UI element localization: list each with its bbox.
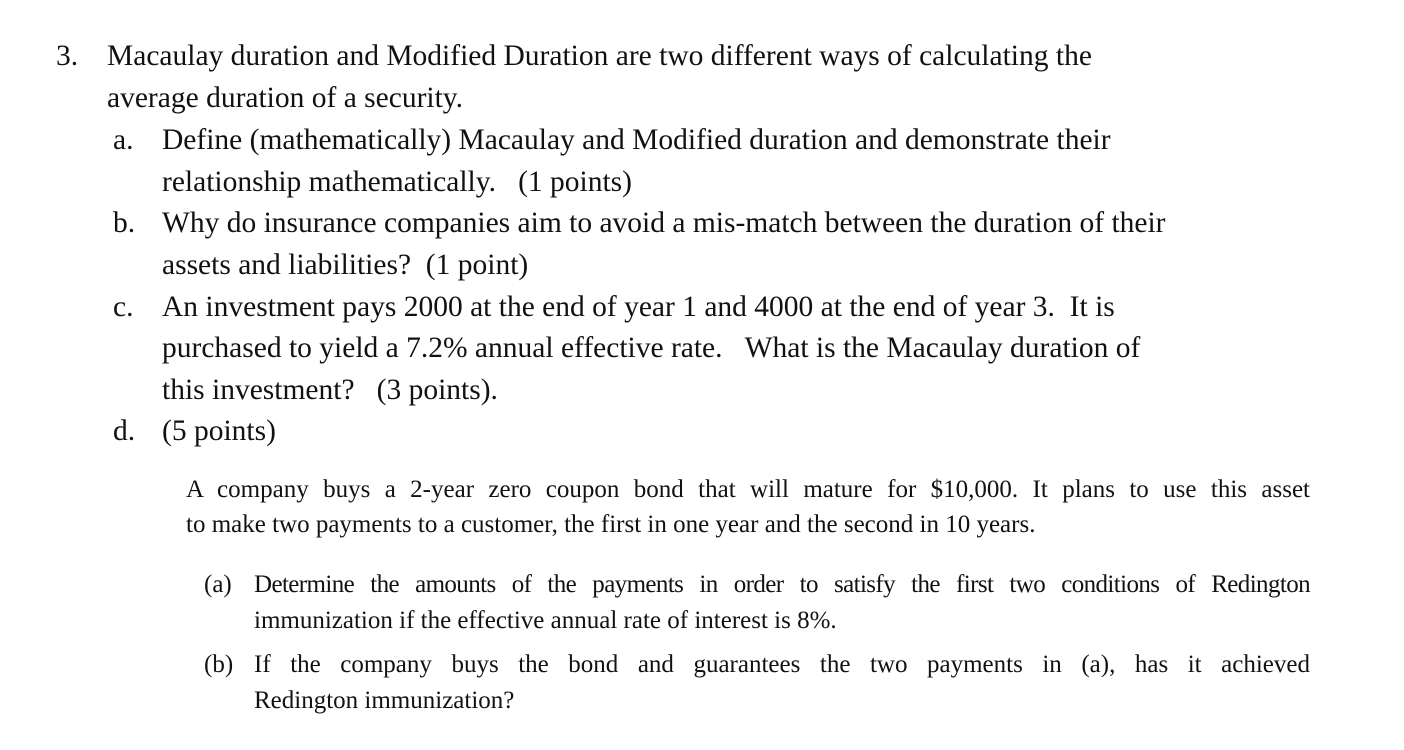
part-b-line-2: assets and liabilities? (1 point) [162,249,529,281]
subpart-a-line-1: Determine the amounts of the payments in order to satisfy the first two conditions of Redington [254,571,1310,598]
part-c-line-1: An investment pays 2000 at the end of year 1 and 4000 at the end of year 3. It is [162,291,1115,323]
part-d-line-1: (5 points) [162,415,276,447]
subpart-b-label: (b) [204,651,234,678]
part-a-line-1: Define (mathematically) Macaulay and Modified duration and demonstrate their [162,124,1111,156]
subpart-b-line-2: Redington immunization? [254,687,515,714]
subpart-b-line-1: If the company buys the bond and guarantees the two payments in (a), has it achieved [254,651,1310,678]
part-c-line-3: this investment? (3 points). [162,374,498,406]
part-a-line-2: relationship mathematically. (1 points) [162,166,632,198]
scenario-line-2: to make two payments to a customer, the first in one year and the second in 10 years. [186,511,1036,538]
part-b-label: b. [113,207,136,239]
question-number: 3. [56,40,79,72]
question-intro-line-1: Macaulay duration and Modified Duration are two different ways of calculating the [107,40,1092,72]
part-b-line-1: Why do insurance companies aim to avoid a mis-match between the duration of their [162,207,1166,239]
subpart-a-label: (a) [204,571,232,598]
scenario-line-1: A company buys a 2-year zero coupon bond that will mature for $10,000. It plans to use this asset [186,476,1310,503]
part-c-line-2: purchased to yield a 7.2% annual effective rate. What is the Macaulay duration of [162,332,1141,364]
part-a-label: a. [113,124,134,156]
part-d-label: d. [113,415,136,447]
subpart-a-line-2: immunization if the effective annual rate of interest is 8%. [254,607,837,634]
part-c-label: c. [113,291,134,323]
question-intro-line-2: average duration of a security. [107,82,464,114]
